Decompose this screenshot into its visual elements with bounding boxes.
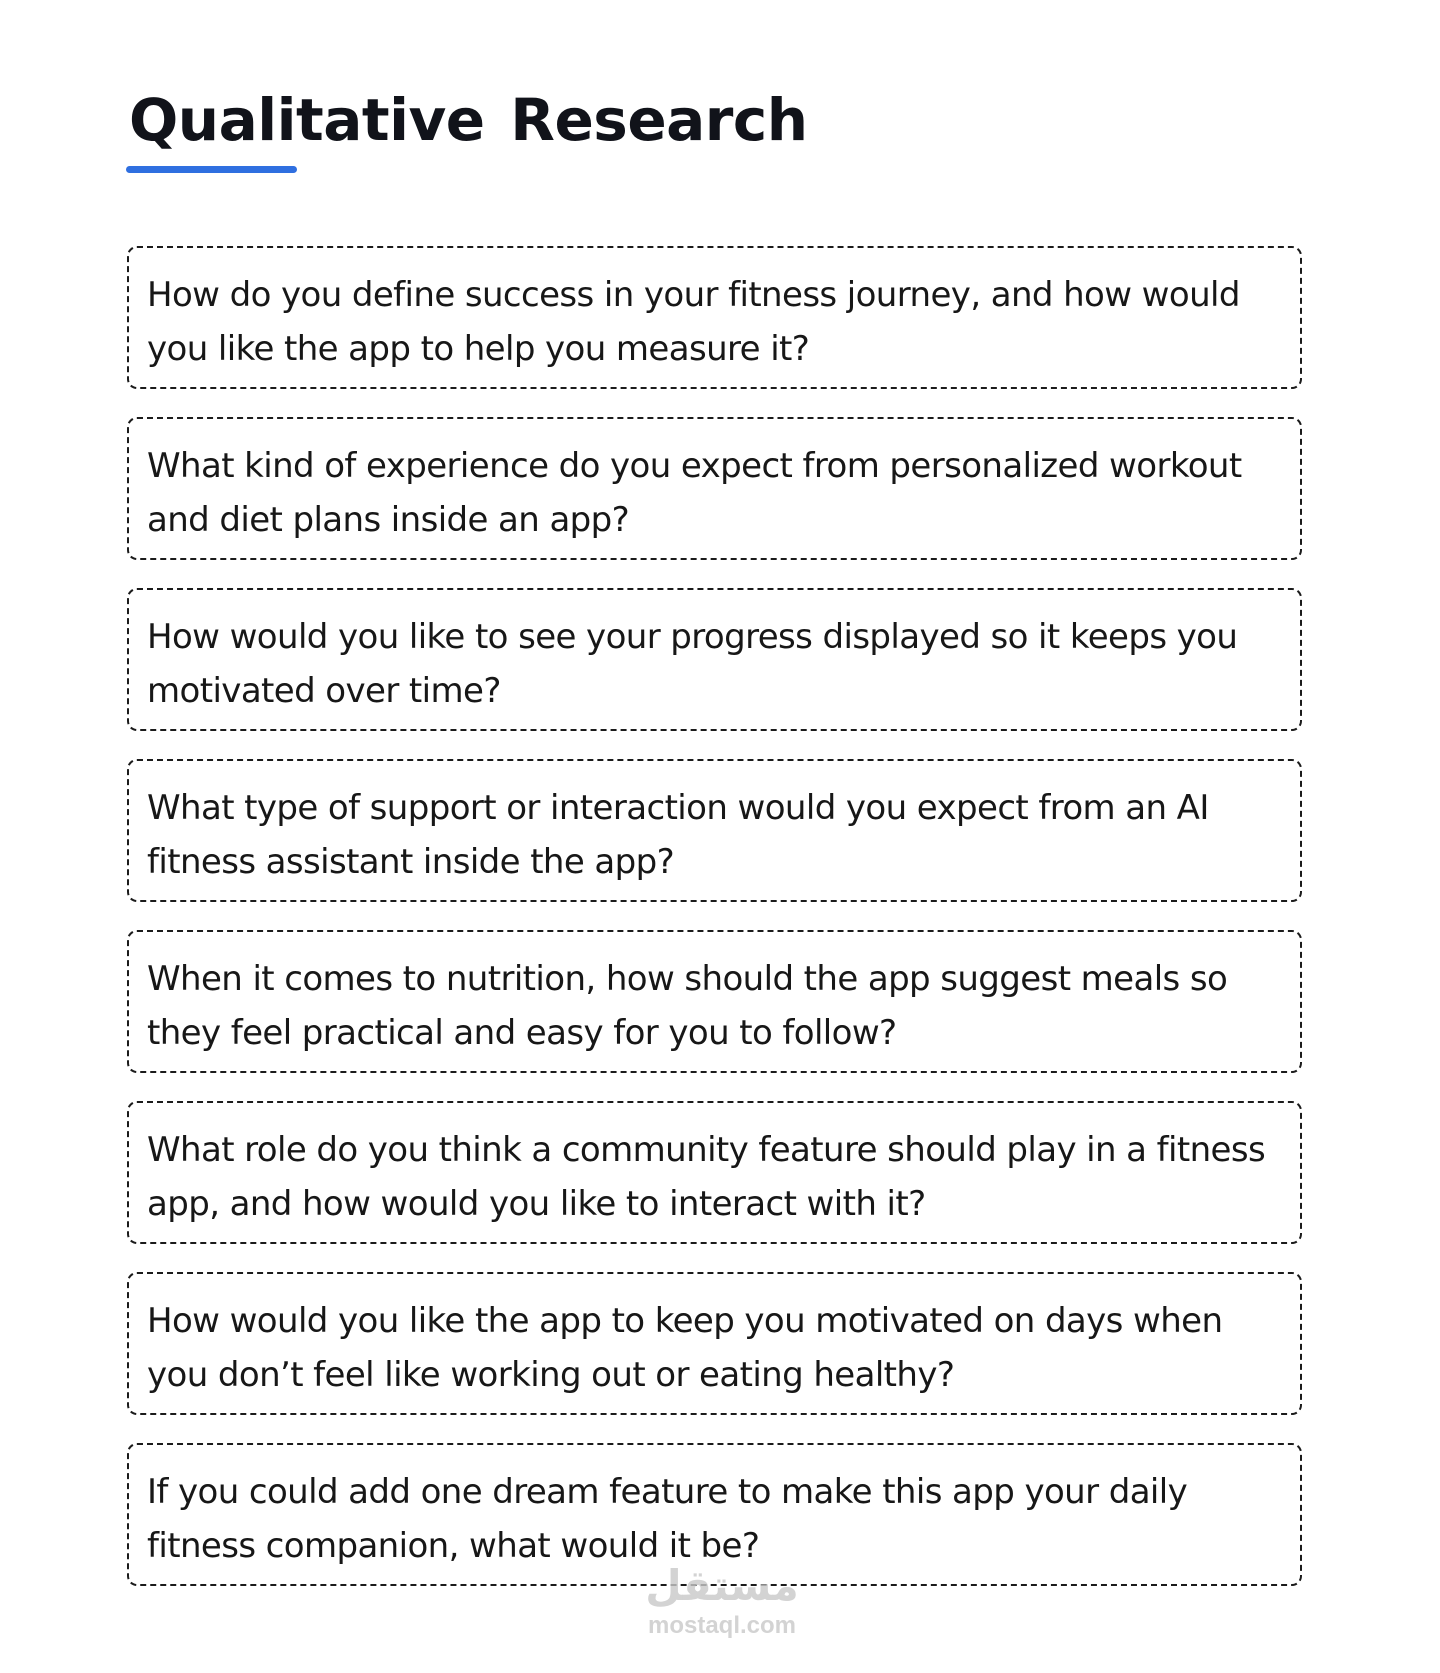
- question-list: [127, 246, 1302, 1614]
- question-card: [127, 588, 1302, 731]
- question-card: [127, 930, 1302, 1073]
- page-title: Qualitative Research: [129, 86, 808, 154]
- question-text: If you could add one dream feature to make this app your daily fitness companion, what would it be?: [147, 1472, 1188, 1566]
- question-text: What kind of experience do you expect from personalized workout and diet plans inside an app?: [147, 446, 1242, 540]
- question-text: What type of support or interaction would you expect from an AI fitness assistant inside the app?: [147, 788, 1209, 882]
- question-text: What role do you think a community feature should play in a fitness app, and how would you like to interact with it?: [147, 1130, 1266, 1224]
- question-text: When it comes to nutrition, how should the app suggest meals so they feel practical and easy for you to follow?: [147, 959, 1228, 1053]
- question-card: [127, 1443, 1302, 1586]
- watermark-logo: مستقل: [645, 1561, 799, 1610]
- question-text: How would you like the app to keep you motivated on days when you don’t feel like working out or eating healthy?: [147, 1301, 1223, 1395]
- watermark-url: mostaql.com: [647, 1612, 797, 1639]
- question-card: [127, 1101, 1302, 1244]
- question-card: [127, 759, 1302, 902]
- question-card: [127, 1272, 1302, 1415]
- title-underline: [126, 166, 297, 173]
- question-card: [127, 417, 1302, 560]
- question-text: How do you define success in your fitness journey, and how would you like the app to help you measure it?: [147, 275, 1240, 369]
- question-text: How would you like to see your progress displayed so it keeps you motivated over time?: [147, 617, 1238, 711]
- question-card: [127, 246, 1302, 389]
